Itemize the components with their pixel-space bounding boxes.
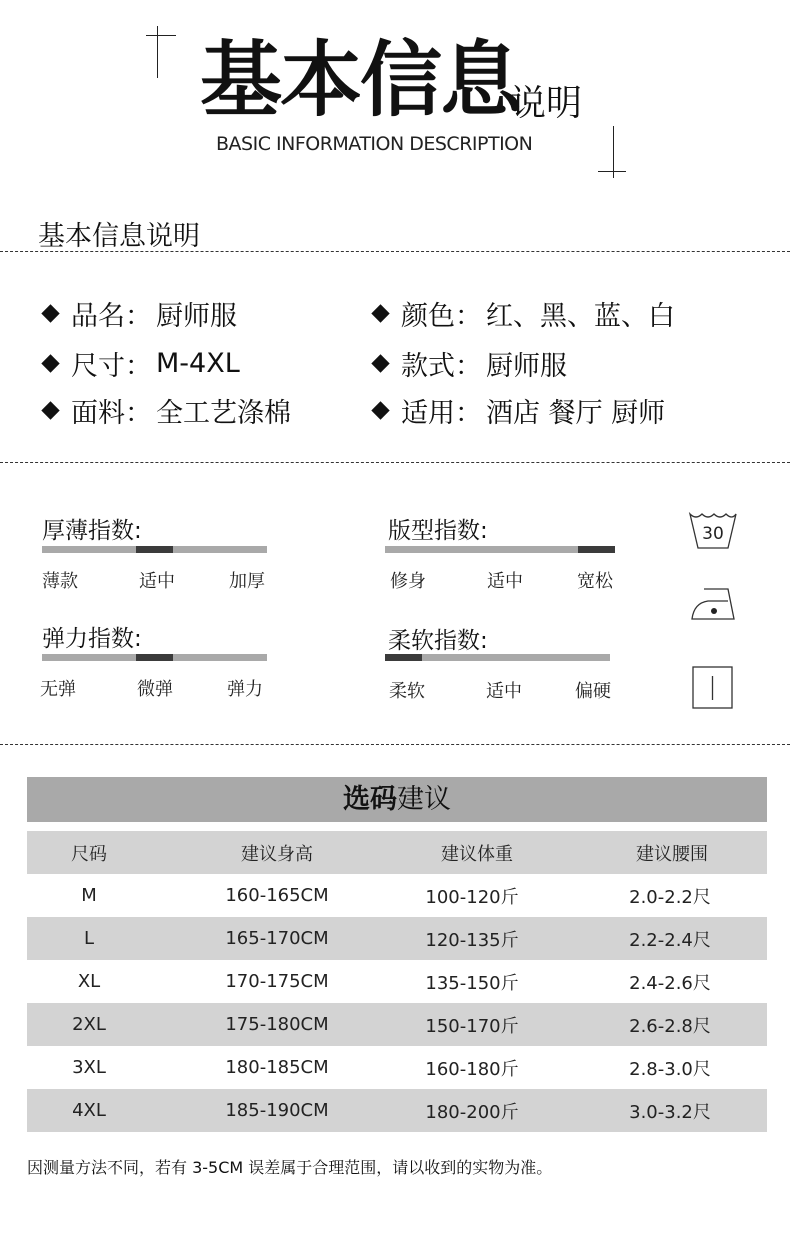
page-title-english: BASIC INFORMATION DESCRIPTION bbox=[216, 133, 533, 155]
table-row bbox=[27, 1003, 767, 1046]
table-cell-waist: 2.6-2.8尺 bbox=[629, 1015, 711, 1037]
table-row bbox=[27, 960, 767, 1003]
index-label-low: 无弹 bbox=[40, 679, 76, 700]
divider bbox=[0, 744, 790, 745]
diamond-bullet-icon bbox=[371, 304, 389, 322]
elasticity-index-title: 弹力指数: bbox=[42, 626, 142, 652]
thickness-index-bar bbox=[42, 546, 267, 553]
divider bbox=[0, 462, 790, 463]
size-table-title-rest: 建议 bbox=[397, 784, 451, 815]
table-cell-weight: 150-170斤 bbox=[425, 1015, 519, 1037]
diamond-bullet-icon bbox=[41, 401, 59, 419]
diamond-bullet-icon bbox=[41, 354, 59, 372]
table-cell-size: M bbox=[81, 885, 97, 906]
info-label: 品名： bbox=[71, 301, 152, 332]
info-value: M-4XL bbox=[156, 348, 240, 379]
table-cell-size: 4XL bbox=[72, 1100, 106, 1121]
info-item-fabric bbox=[44, 391, 291, 430]
index-label-mid: 微弹 bbox=[137, 679, 173, 700]
page-title: 基本信息 bbox=[200, 33, 521, 128]
info-item-style bbox=[374, 344, 567, 383]
table-cell-size: 3XL bbox=[72, 1057, 106, 1078]
wash-temp-label: 30 bbox=[702, 524, 724, 544]
fit-index-marker bbox=[578, 546, 615, 553]
index-label-high: 加厚 bbox=[229, 571, 265, 592]
info-label: 颜色： bbox=[401, 301, 482, 332]
size-table-title bbox=[27, 777, 767, 822]
table-cell-waist: 2.8-3.0尺 bbox=[629, 1058, 711, 1080]
wash-30-icon bbox=[688, 511, 738, 551]
index-label-low: 修身 bbox=[390, 571, 426, 592]
info-label: 面料： bbox=[71, 398, 152, 429]
elasticity-index-bar bbox=[42, 654, 267, 661]
decor-cross-left-v bbox=[157, 26, 158, 78]
table-cell-weight: 180-200斤 bbox=[425, 1101, 519, 1123]
table-cell-waist: 2.0-2.2尺 bbox=[629, 886, 711, 908]
table-cell-height: 180-185CM bbox=[225, 1057, 329, 1078]
info-value: 厨师服 bbox=[156, 301, 237, 332]
table-header-cell: 建议腰围 bbox=[636, 843, 708, 865]
diamond-bullet-icon bbox=[41, 304, 59, 322]
info-value: 红、黑、蓝、白 bbox=[486, 301, 675, 332]
table-cell-weight: 120-135斤 bbox=[425, 929, 519, 951]
table-cell-size: 2XL bbox=[72, 1014, 106, 1035]
table-header-cell: 建议身高 bbox=[241, 843, 313, 865]
info-item-size bbox=[44, 344, 240, 383]
measurement-footnote: 因测量方法不同，若有 3-5CM 误差属于合理范围，请以收到的实物为准。 bbox=[27, 1158, 553, 1177]
info-value: 酒店 餐厅 厨师 bbox=[486, 398, 666, 429]
table-row bbox=[27, 917, 767, 960]
table-cell-size: XL bbox=[77, 971, 101, 992]
info-value: 全工艺涤棉 bbox=[156, 398, 291, 429]
size-table-title-bold: 选码 bbox=[343, 784, 397, 815]
divider bbox=[0, 251, 790, 252]
table-cell-height: 185-190CM bbox=[225, 1100, 329, 1121]
index-label-low: 柔软 bbox=[389, 681, 425, 702]
table-cell-waist: 2.2-2.4尺 bbox=[629, 929, 711, 951]
fit-index-title: 版型指数: bbox=[388, 518, 488, 544]
index-label-high: 弹力 bbox=[227, 679, 263, 700]
table-cell-waist: 2.4-2.6尺 bbox=[629, 972, 711, 994]
index-label-high: 偏硬 bbox=[575, 681, 611, 702]
page-subtitle: 说明 bbox=[510, 83, 583, 124]
index-label-high: 宽松 bbox=[577, 571, 613, 592]
table-cell-weight: 135-150斤 bbox=[425, 972, 519, 994]
table-cell-height: 160-165CM bbox=[225, 885, 329, 906]
index-label-mid: 适中 bbox=[139, 571, 175, 592]
info-item-name bbox=[44, 294, 237, 333]
table-cell-height: 175-180CM bbox=[225, 1014, 329, 1035]
softness-index-bar bbox=[385, 654, 610, 661]
table-header-cell: 尺码 bbox=[71, 843, 107, 865]
fit-index-bar bbox=[385, 546, 615, 553]
info-value: 厨师服 bbox=[486, 351, 567, 382]
iron-low-icon bbox=[690, 585, 736, 623]
info-label: 适用： bbox=[401, 398, 482, 429]
softness-index-title: 柔软指数: bbox=[388, 628, 488, 654]
table-header-cell: 建议体重 bbox=[441, 843, 513, 865]
index-label-low: 薄款 bbox=[42, 571, 78, 592]
section-heading: 基本信息说明 bbox=[38, 221, 200, 252]
table-cell-height: 165-170CM bbox=[225, 928, 329, 949]
table-row bbox=[27, 874, 767, 917]
info-item-usage bbox=[374, 391, 665, 430]
diamond-bullet-icon bbox=[371, 401, 389, 419]
info-item-color bbox=[374, 294, 675, 333]
index-label-mid: 适中 bbox=[487, 571, 523, 592]
index-label-mid: 适中 bbox=[486, 681, 522, 702]
decor-cross-left-h bbox=[146, 35, 176, 36]
diamond-bullet-icon bbox=[371, 354, 389, 372]
elasticity-index-marker bbox=[136, 654, 173, 661]
table-row bbox=[27, 1089, 767, 1132]
table-cell-size: L bbox=[83, 928, 95, 949]
line-dry-icon bbox=[692, 666, 734, 710]
table-cell-waist: 3.0-3.2尺 bbox=[629, 1101, 711, 1123]
table-row bbox=[27, 1046, 767, 1089]
thickness-index-title: 厚薄指数: bbox=[42, 518, 142, 544]
table-cell-weight: 160-180斤 bbox=[425, 1058, 519, 1080]
decor-cross-right-h bbox=[598, 171, 626, 172]
info-label: 款式： bbox=[401, 351, 482, 382]
table-header-row bbox=[27, 831, 767, 874]
softness-index-marker bbox=[385, 654, 422, 661]
thickness-index-marker bbox=[136, 546, 173, 553]
table-cell-height: 170-175CM bbox=[225, 971, 329, 992]
info-label: 尺寸： bbox=[71, 351, 152, 382]
table-cell-weight: 100-120斤 bbox=[425, 886, 519, 908]
